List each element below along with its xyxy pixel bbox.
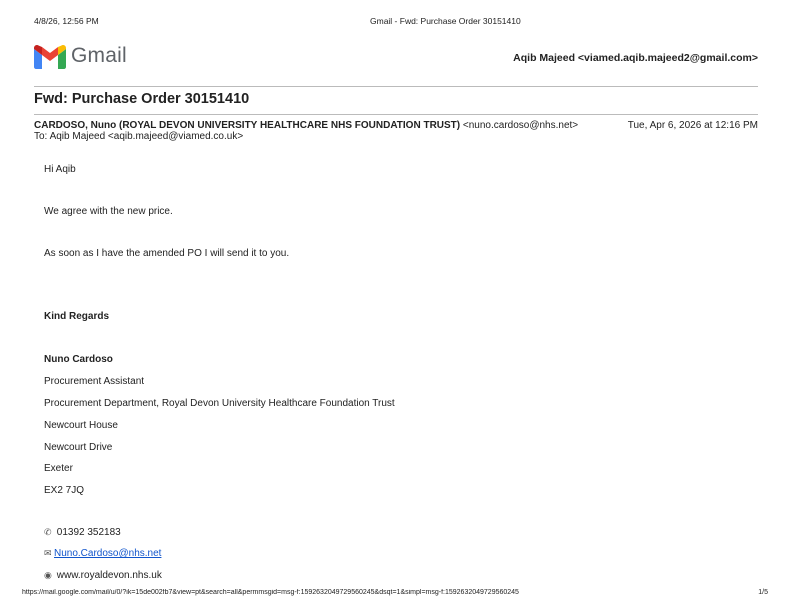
sender-email: <nuno.cardoso@nhs.net> — [462, 120, 579, 131]
recipient-line: To: Aqib Majeed <aqib.majeed@viamed.co.uk> — [34, 131, 244, 142]
phone-icon: ✆ — [44, 527, 52, 537]
website-text: www.royaldevon.nhs.uk — [56, 570, 162, 581]
signature-name: Nuno Cardoso — [44, 354, 113, 365]
envelope-icon: ✉ — [44, 548, 52, 558]
signature-department: Procurement Department, Royal Devon University Healthcare Foundation Trust — [44, 398, 395, 409]
phone-row — [44, 527, 121, 538]
body-line: As soon as I have the amended PO I will send it to you. — [44, 248, 290, 259]
print-datetime: 4/8/26, 12:56 PM — [34, 16, 99, 26]
footer-url: https://mail.google.com/mail/u/0/?ik=15de002fb7&view=pt&search=all&permmsgid=msg-f:1592632049729560245&dsqt=1&simpl=msg-f:1592632049729560245 — [22, 589, 519, 596]
sender-line — [34, 120, 578, 131]
signature-email-link[interactable]: Nuno.Cardoso@nhs.net — [54, 548, 162, 559]
email-row — [44, 548, 161, 559]
signature-postcode: EX2 7JQ — [44, 485, 85, 496]
signature-address: Newcourt Drive — [44, 442, 113, 453]
globe-icon: ◉ — [44, 570, 52, 580]
gmail-logo-icon — [34, 45, 66, 69]
page-number: 1/5 — [758, 589, 768, 596]
gmail-wordmark: Gmail — [71, 44, 127, 67]
signature-address: Newcourt House — [44, 420, 118, 431]
print-title: Gmail - Fwd: Purchase Order 30151410 — [370, 16, 521, 26]
email-date: Tue, Apr 6, 2026 at 12:16 PM — [627, 120, 758, 131]
body-line: We agree with the new price. — [44, 206, 173, 217]
email-subject: Fwd: Purchase Order 30151410 — [34, 91, 250, 107]
phone-number: 01392 352183 — [56, 527, 121, 538]
signoff: Kind Regards — [44, 311, 110, 322]
signature-city: Exeter — [44, 463, 73, 474]
website-row — [44, 570, 162, 581]
divider — [34, 86, 758, 87]
account-label: Aqib Majeed <viamed.aqib.majeed2@gmail.com> — [513, 52, 758, 64]
divider — [34, 114, 758, 115]
sender-name: CARDOSO, Nuno (ROYAL DEVON UNIVERSITY HEALTHCARE NHS FOUNDATION TRUST) — [34, 120, 461, 131]
signature-role: Procurement Assistant — [44, 376, 145, 387]
greeting: Hi Aqib — [44, 164, 76, 175]
